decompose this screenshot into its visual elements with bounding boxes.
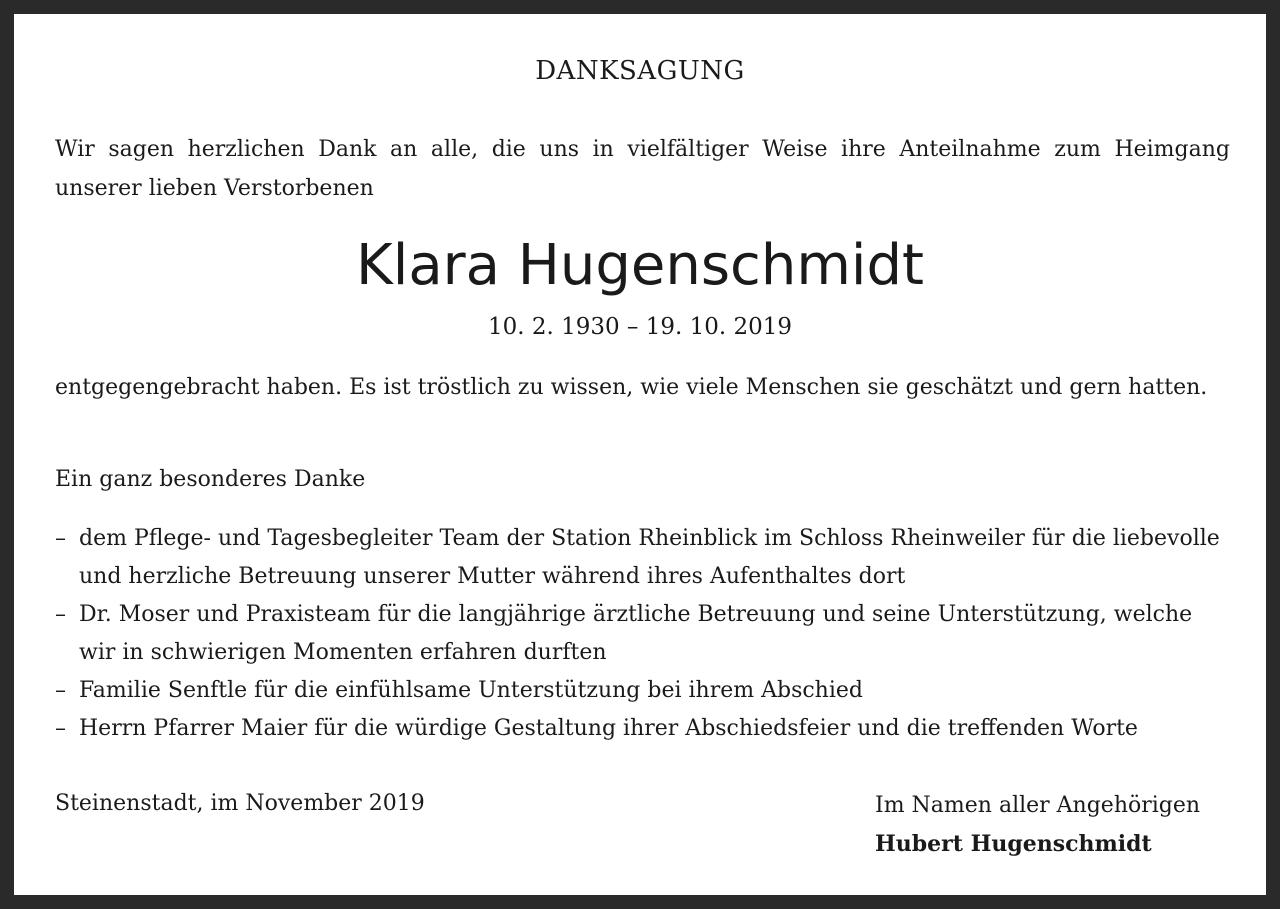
continuation-paragraph: entgegengebracht haben. Es ist tröstlich zu wissen, wie viele Menschen sie geschätzt und gern hatten. [55, 375, 1208, 400]
list-dash: – [55, 602, 66, 627]
thanks-list-item [55, 672, 1235, 710]
list-dash: – [55, 678, 66, 703]
thanks-item-text: dem Pflege- und Tagesbegleiter Team der Station Rheinblick im Schloss Rheinweiler für die liebevolle und herzliche Betreuung unserer Mutter während ihres Aufenthaltes dort [79, 526, 1220, 589]
thanks-list-item [55, 596, 1235, 672]
thanks-item-text: Dr. Moser und Praxisteam für die langjährige ärztliche Betreuung und seine Unterstützung, welche wir in schwierigen Momenten erfahren durften [79, 602, 1193, 665]
notice-heading: DANKSAGUNG [535, 56, 745, 86]
thanks-list-item [55, 520, 1235, 596]
signature-line: Im Namen aller Angehörigen [875, 793, 1201, 818]
thanks-list [55, 520, 1235, 748]
place-and-date: Steinenstadt, im November 2019 [55, 791, 425, 816]
thanks-item-text: Familie Senftle für die einfühlsame Unterstützung bei ihrem Abschied [79, 678, 863, 703]
intro-paragraph: Wir sagen herzlichen Dank an alle, die uns in vielfältiger Weise ihre Anteilnahme zum Heimgang unserer lieben Verstorbenen [55, 137, 1230, 201]
thanks-list-item [55, 710, 1235, 748]
list-dash: – [55, 526, 66, 551]
notice-card [14, 14, 1266, 895]
special-thanks-intro: Ein ganz besonderes Danke [55, 467, 366, 492]
signer-name: Hubert Hugenschmidt [875, 831, 1152, 857]
signature-block [875, 787, 1200, 863]
life-dates: 10. 2. 1930 – 19. 10. 2019 [487, 314, 793, 340]
thanks-item-text: Herrn Pfarrer Maier für die würdige Gestaltung ihrer Abschiedsfeier und die treffenden Worte [79, 716, 1138, 741]
deceased-name: Klara Hugenschmidt [356, 233, 924, 298]
list-dash: – [55, 716, 66, 741]
